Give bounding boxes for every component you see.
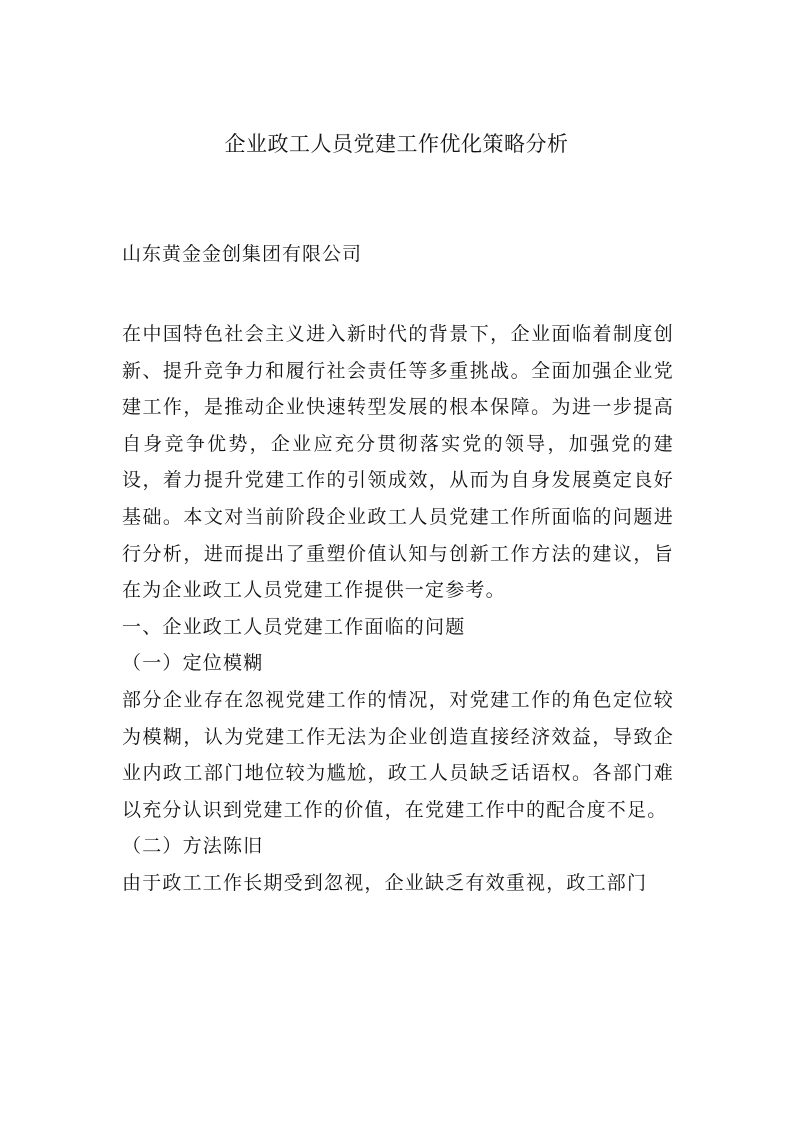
subsection-paragraph-2: 由于政工工作长期受到忽视，企业缺乏有效重视，政工部门 (122, 871, 648, 894)
document-body (122, 316, 674, 902)
subsection-paragraph-1: 部分企业存在忽视党建工作的情况，对党建工作的角色定位较为模糊，认为党建工作无法为企业创造直接经济效益，导致企业内政工部门地位较为尴尬，政工人员缺乏话语权。各部门难以充分认识到党建工作的价值，在党建工作中的配合度不足。 (122, 688, 674, 821)
section-heading-1: 一、企业政工人员党建工作面临的问题 (122, 615, 466, 638)
organization-name: 山东黄金金创集团有限公司 (122, 243, 363, 265)
subsection-heading-1: （一）定位模糊 (122, 652, 264, 675)
intro-paragraph: 在中国特色社会主义进入新时代的背景下，企业面临着制度创新、提升竞争力和履行社会责任等多重挑战。全面加强企业党建工作，是推动企业快速转型发展的根本保障。为进一步提高自身竞争优势，企业应充分贯彻落实党的领导，加强党的建设，着力提升党建工作的引领成效，从而为自身发展奠定良好基础。本文对当前阶段企业政工人员党建工作所面临的问题进行分析，进而提出了重塑价值认知与创新工作方法的建议，旨在为企业政工人员党建工作提供一定参考。 (122, 323, 674, 602)
subsection-heading-2: （二）方法陈旧 (122, 835, 264, 858)
document-title: 企业政工人员党建工作优化策略分析 (224, 132, 569, 156)
